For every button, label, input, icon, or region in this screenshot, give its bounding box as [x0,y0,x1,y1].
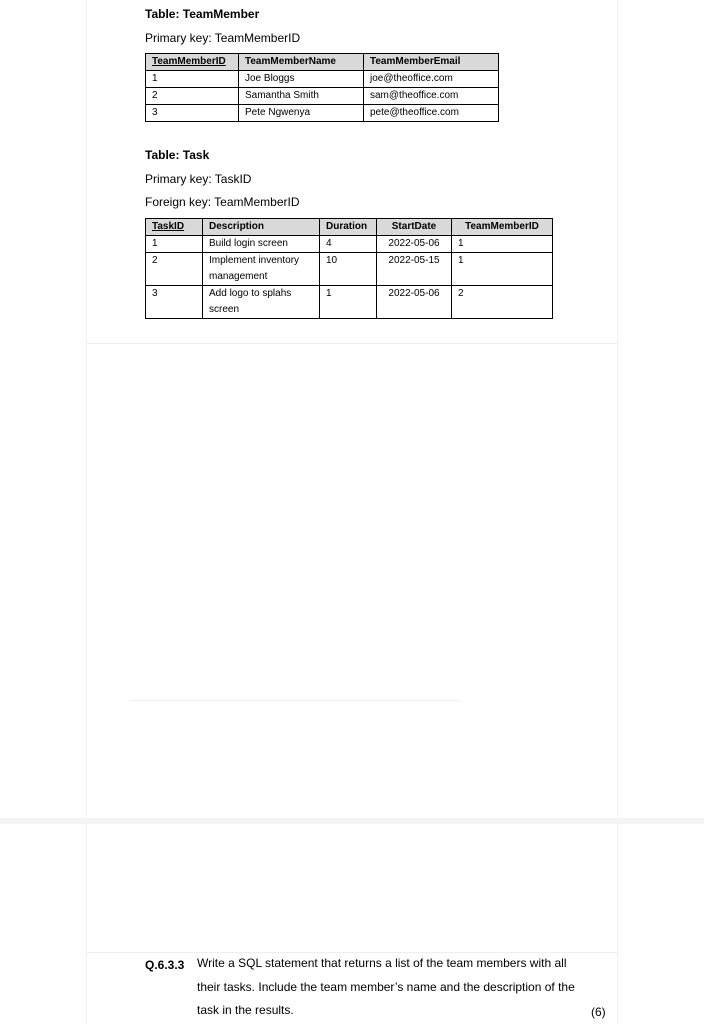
table-cell: 2022-05-06 [377,236,452,253]
table-header-row [146,54,499,71]
table-cell: 1 [146,236,203,253]
table-cell: Joe Bloggs [239,71,364,88]
table-row [146,105,499,122]
table-cell: 10 [320,253,377,286]
table-cell: 2022-05-06 [377,286,452,319]
task-table-title: Table: Task [145,148,210,162]
column-header-teammemberid: TeamMemberID [146,54,239,71]
question-marks: (6) [591,1005,606,1019]
task-table [145,218,553,319]
question-text: Write a SQL statement that returns a list of the team members with all their tasks. Include the team member’s name and the description of the task in the results. [197,956,575,1017]
table-cell: sam@theoffice.com [364,88,499,105]
task-foreign-key: Foreign key: TeamMemberID [145,195,300,209]
column-header-description: Description [203,219,320,236]
team-member-table-title: Table: TeamMember [145,7,260,21]
table-cell: Add logo to splahs screen [203,286,320,319]
task-primary-key: Primary key: TaskID [145,172,252,186]
table-cell: 2022-05-15 [377,253,452,286]
column-header-taskid: TaskID [146,219,203,236]
question-number: Q.6.3.3 [145,958,185,972]
page-margin-right [617,0,618,1024]
column-header-duration: Duration [320,219,377,236]
table-cell: Pete Ngwenya [239,105,364,122]
table-cell: Implement inventory management [203,253,320,286]
table-row [146,88,499,105]
table-header-row [146,219,553,236]
table-cell: 1 [452,253,553,286]
table-cell: 3 [146,105,239,122]
table-row [146,71,499,88]
table-cell: 1 [146,71,239,88]
column-header-startdate: StartDate [377,219,452,236]
column-header-teammemberid: TeamMemberID [452,219,553,236]
table-cell: 2 [146,253,203,286]
team-member-primary-key: Primary key: TeamMemberID [145,31,301,45]
section-divider [130,700,460,701]
table-cell: 1 [452,236,553,253]
table-cell: Build login screen [203,236,320,253]
table-cell: 3 [146,286,203,319]
team-member-table [145,53,499,122]
table-cell: 2 [452,286,553,319]
section-divider [86,343,617,344]
column-header-teammemberemail: TeamMemberEmail [364,54,499,71]
table-cell: pete@theoffice.com [364,105,499,122]
page-break [0,818,704,824]
table-row [146,286,553,319]
table-cell: Samantha Smith [239,88,364,105]
table-row [146,236,553,253]
table-cell: 1 [320,286,377,319]
table-cell: 4 [320,236,377,253]
column-header-teammembername: TeamMemberName [239,54,364,71]
table-cell: 2 [146,88,239,105]
table-cell: joe@theoffice.com [364,71,499,88]
page-margin-left [86,0,87,1024]
table-row [146,253,553,286]
